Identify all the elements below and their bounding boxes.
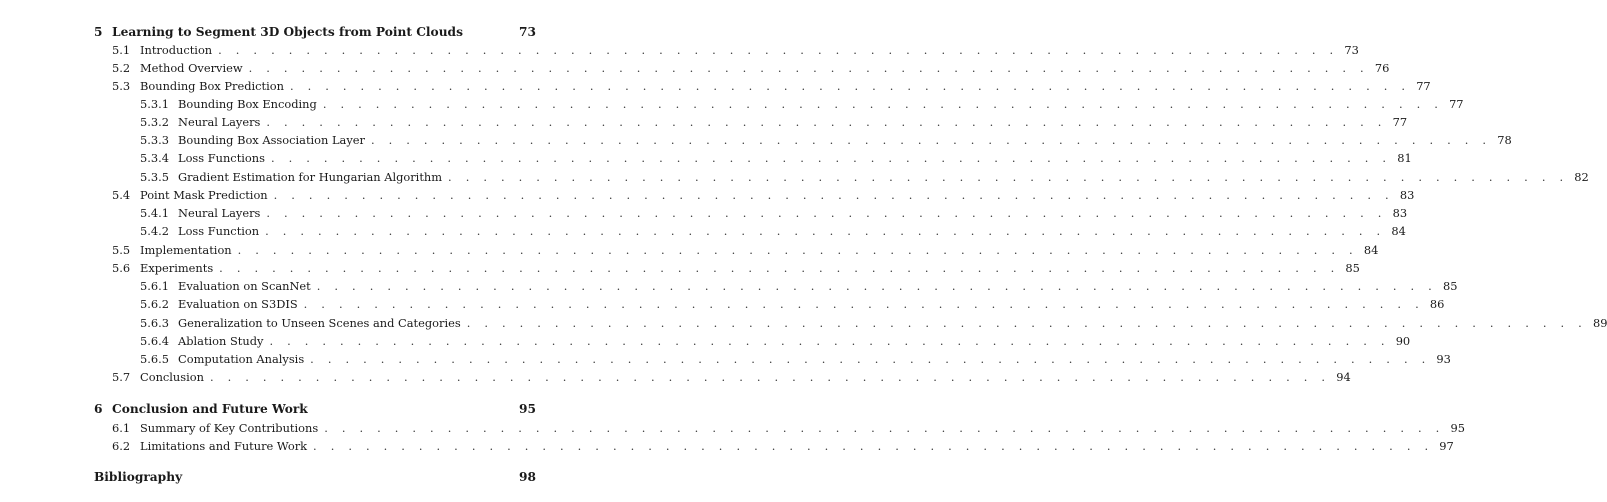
entry-title: Gradient Estimation for Hungarian Algorithm — [178, 170, 443, 184]
page-number: 93 — [1436, 352, 1451, 366]
entry-title: Ablation Study — [178, 334, 264, 348]
dot-leader: . . . . . . . . . . . . . . . . . . . . . . . . . . . . . . . . . . . . . . . . . . . . . . . . . . . . . . . . . . . . . . . . — [209, 370, 1331, 384]
entry-title: Neural Layers — [178, 115, 261, 129]
toc-entry[interactable] — [112, 241, 1379, 259]
entry-title: Experiments — [140, 261, 214, 275]
entry-title: Introduction — [140, 43, 213, 57]
entry-number: 5.6 — [112, 261, 131, 275]
page-number: 83 — [1392, 206, 1408, 220]
entry-number: 5.3.2 — [140, 115, 169, 129]
chapter-number: 5 — [94, 25, 103, 39]
page-number: 83 — [1399, 188, 1415, 202]
entry-number: 5.6.5 — [140, 352, 169, 366]
page-number: 89 — [1592, 316, 1607, 330]
toc-entry[interactable] — [140, 149, 1412, 167]
toc-chapter-6[interactable] — [94, 400, 536, 418]
entry-number: 5.4 — [112, 188, 131, 202]
toc-entry[interactable] — [140, 350, 1451, 368]
toc-entry[interactable] — [140, 113, 1408, 131]
toc-entry[interactable] — [112, 259, 1360, 277]
entry-number: 5.5 — [112, 243, 131, 257]
entry-number: 5.4.2 — [140, 224, 169, 238]
entry-title: Point Mask Prediction — [140, 188, 268, 202]
page-number: 77 — [1392, 115, 1408, 129]
entry-number: 6.2 — [112, 439, 131, 453]
dot-leader: . . . . . . . . . . . . . . . . . . . . . . . . . . . . . . . . . . . . . . . . . . . . . . . . . . . . . . . . . . . . . . . . — [273, 188, 1394, 202]
entry-number: 5.1 — [112, 43, 131, 57]
entry-title: Loss Function — [178, 224, 260, 238]
dot-leader: . . . . . . . . . . . . . . . . . . . . . . . . . . . . . . . . . . . . . . . . . . . . . . . . . . . . . . . . . . . . . . . . — [324, 421, 1445, 435]
toc-entry[interactable] — [112, 186, 1415, 204]
entry-title: Bounding Box Association Layer — [178, 133, 365, 147]
entry-number: 5.6.3 — [140, 316, 169, 330]
entry-number: 5.3.3 — [140, 133, 169, 147]
toc-entry[interactable] — [140, 277, 1458, 295]
page-number: 86 — [1429, 297, 1445, 311]
entry-number: 5.3.5 — [140, 170, 169, 184]
toc-entry[interactable] — [112, 77, 1431, 95]
entry-title: Loss Functions — [178, 151, 265, 165]
entry-number: 6.1 — [112, 421, 131, 435]
toc-entry[interactable] — [140, 95, 1464, 113]
page-number: 84 — [1363, 243, 1379, 257]
bibliography-title: Bibliography — [94, 470, 183, 484]
entry-title: Evaluation on S3DIS — [178, 297, 298, 311]
dot-leader: . . . . . . . . . . . . . . . . . . . . . . . . . . . . . . . . . . . . . . . . . . . . . . . . . . . . . . . . . . . . . . . . — [248, 61, 1369, 75]
dot-leader: . . . . . . . . . . . . . . . . . . . . . . . . . . . . . . . . . . . . . . . . . . . . . . . . . . . . . . . . . . . . . . . . — [269, 334, 1390, 348]
entry-number: 5.6.2 — [140, 297, 169, 311]
entry-title: Bounding Box Encoding — [178, 97, 317, 111]
toc-entry[interactable] — [140, 204, 1408, 222]
page-number: 98 — [519, 470, 536, 484]
page-number: 78 — [1497, 133, 1512, 147]
entry-number: 5.3 — [112, 79, 131, 93]
dot-leader: . . . . . . . . . . . . . . . . . . . . . . . . . . . . . . . . . . . . . . . . . . . . . . . . . . . . . . . . . . . . . . . . — [266, 206, 1387, 220]
toc-entry[interactable] — [112, 419, 1465, 437]
entry-number: 5.7 — [112, 370, 131, 384]
toc-entry[interactable] — [140, 332, 1411, 350]
page-number: 73 — [1344, 43, 1359, 57]
entry-title: Bounding Box Prediction — [140, 79, 284, 93]
page-number: 95 — [1450, 421, 1465, 435]
dot-leader: . . . . . . . . . . . . . . . . . . . . . . . . . . . . . . . . . . . . . . . . . . . . . . . . . . . . . . . . . . . . . . . . — [448, 170, 1569, 184]
dot-leader: . . . . . . . . . . . . . . . . . . . . . . . . . . . . . . . . . . . . . . . . . . . . . . . . . . . . . . . . . . . . . . . . — [265, 224, 1386, 238]
dot-leader: . . . . . . . . . . . . . . . . . . . . . . . . . . . . . . . . . . . . . . . . . . . . . . . . . . . . . . . . . . . . . . . . — [266, 115, 1387, 129]
page-number: 77 — [1416, 79, 1431, 93]
toc-entry[interactable] — [140, 314, 1607, 332]
page-number: 82 — [1574, 170, 1589, 184]
dot-leader: . . . . . . . . . . . . . . . . . . . . . . . . . . . . . . . . . . . . . . . . . . . . . . . . . . . . . . . . . . . . . . . . — [237, 243, 1358, 257]
page-number: 76 — [1374, 61, 1390, 75]
toc-entry[interactable] — [140, 131, 1512, 149]
entry-title: Conclusion — [140, 370, 204, 384]
entry-title: Summary of Key Contributions — [140, 421, 319, 435]
entry-number: 5.3.4 — [140, 151, 169, 165]
toc-entry[interactable] — [112, 41, 1359, 59]
dot-leader: . . . . . . . . . . . . . . . . . . . . . . . . . . . . . . . . . . . . . . . . . . . . . . . . . . . . . . . . . . . . . . . . — [219, 261, 1340, 275]
entry-number: 5.4.1 — [140, 206, 169, 220]
page-number: 81 — [1397, 151, 1412, 165]
toc-chapter-5[interactable] — [94, 23, 536, 41]
entry-number: 5.3.1 — [140, 97, 169, 111]
dot-leader: . . . . . . . . . . . . . . . . . . . . . . . . . . . . . . . . . . . . . . . . . . . . . . . . . . . . . . . . . . . . . . . . — [310, 352, 1431, 366]
entry-number: 5.6.1 — [140, 279, 169, 293]
entry-title: Method Overview — [140, 61, 243, 75]
dot-leader: . . . . . . . . . . . . . . . . . . . . . . . . . . . . . . . . . . . . . . . . . . . . . . . . . . . . . . . . . . . . . . . . — [313, 439, 1434, 453]
entry-title: Limitations and Future Work — [140, 439, 308, 453]
toc-entry[interactable] — [112, 368, 1351, 386]
toc-entry[interactable] — [140, 168, 1589, 186]
page-number: 85 — [1345, 261, 1360, 275]
entry-number: 5.2 — [112, 61, 131, 75]
toc-entry[interactable] — [112, 59, 1390, 77]
page-number: 85 — [1443, 279, 1458, 293]
dot-leader: . . . . . . . . . . . . . . . . . . . . . . . . . . . . . . . . . . . . . . . . . . . . . . . . . . . . . . . . . . . . . . . . — [322, 97, 1444, 111]
chapter-title: Learning to Segment 3D Objects from Point Clouds — [112, 25, 463, 39]
dot-leader: . . . . . . . . . . . . . . . . . . . . . . . . . . . . . . . . . . . . . . . . . . . . . . . . . . . . . . . . . . . . . . . . — [370, 133, 1492, 147]
entry-title: Computation Analysis — [178, 352, 305, 366]
entry-title: Implementation — [140, 243, 232, 257]
chapter-number: 6 — [94, 402, 103, 416]
page-number: 94 — [1336, 370, 1351, 384]
dot-leader: . . . . . . . . . . . . . . . . . . . . . . . . . . . . . . . . . . . . . . . . . . . . . . . . . . . . . . . . . . . . . . . . — [466, 316, 1587, 330]
toc-entry[interactable] — [112, 437, 1454, 455]
page-number: 84 — [1391, 224, 1406, 238]
dot-leader: . . . . . . . . . . . . . . . . . . . . . . . . . . . . . . . . . . . . . . . . . . . . . . . . . . . . . . . . . . . . . . . . — [303, 297, 1424, 311]
toc-entry[interactable] — [140, 222, 1406, 240]
entry-title: Evaluation on ScanNet — [178, 279, 311, 293]
entry-title: Neural Layers — [178, 206, 261, 220]
page-number: 90 — [1395, 334, 1411, 348]
chapter-title: Conclusion and Future Work — [112, 402, 308, 416]
entry-number: 5.6.4 — [140, 334, 169, 348]
dot-leader: . . . . . . . . . . . . . . . . . . . . . . . . . . . . . . . . . . . . . . . . . . . . . . . . . . . . . . . . . . . . . . . . — [218, 43, 1339, 57]
dot-leader: . . . . . . . . . . . . . . . . . . . . . . . . . . . . . . . . . . . . . . . . . . . . . . . . . . . . . . . . . . . . . . . . — [289, 79, 1411, 93]
page-number: 77 — [1449, 97, 1464, 111]
dot-leader: . . . . . . . . . . . . . . . . . . . . . . . . . . . . . . . . . . . . . . . . . . . . . . . . . . . . . . . . . . . . . . . . — [316, 279, 1438, 293]
toc-entry[interactable] — [140, 295, 1445, 313]
page-number: 97 — [1439, 439, 1454, 453]
page-number: 95 — [519, 402, 536, 416]
toc-bibliography[interactable] — [94, 468, 536, 486]
entry-title: Generalization to Unseen Scenes and Categories — [178, 316, 461, 330]
dot-leader: . . . . . . . . . . . . . . . . . . . . . . . . . . . . . . . . . . . . . . . . . . . . . . . . . . . . . . . . . . . . . . . . — [270, 151, 1392, 165]
page-number: 73 — [519, 25, 536, 39]
